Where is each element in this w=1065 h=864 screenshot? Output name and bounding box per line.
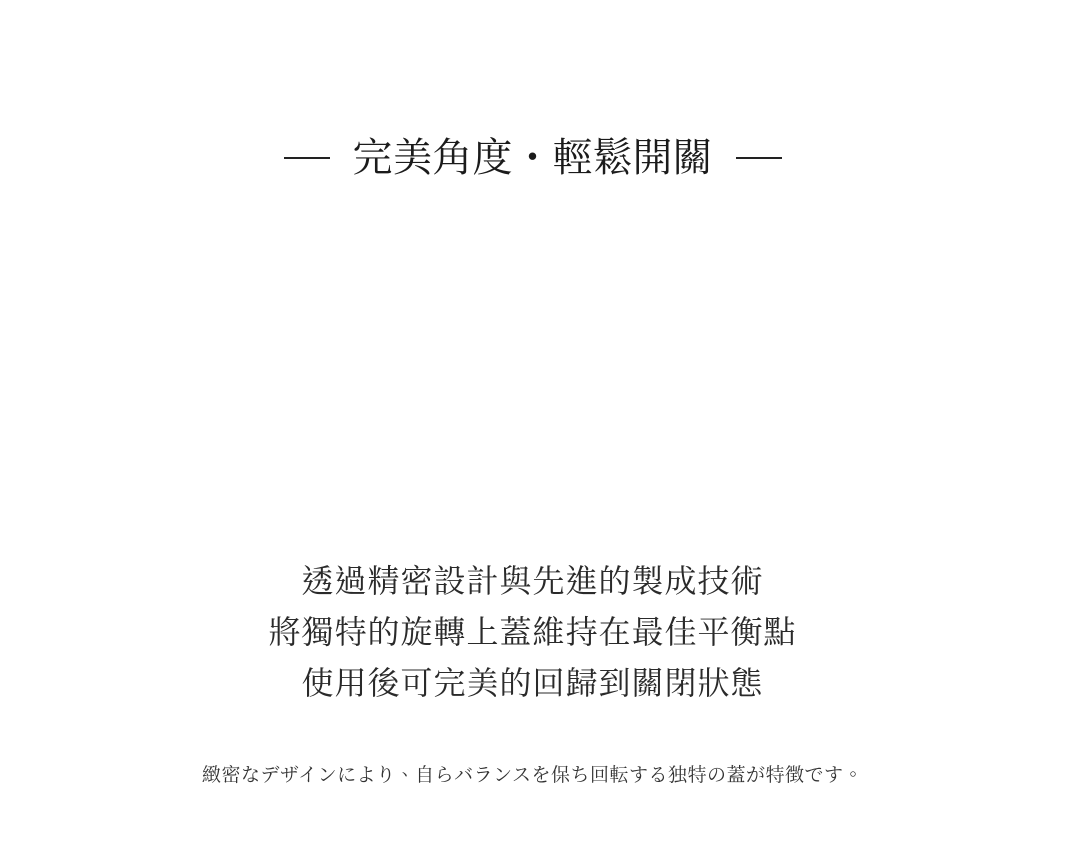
feature-description bbox=[0, 556, 1065, 709]
heading-rule-right bbox=[736, 157, 782, 159]
description-line-2: 將獨特的旋轉上蓋維持在最佳平衡點 bbox=[268, 614, 797, 650]
japanese-caption: 緻密なデザインにより、自らバランスを保ち回転する独特の蓋が特徴です。 bbox=[201, 765, 864, 786]
section-header bbox=[0, 136, 1065, 180]
section-title: 完美角度・輕鬆開關 bbox=[352, 136, 713, 180]
description-line-3: 使用後可完美的回歸到關閉狀態 bbox=[301, 665, 764, 701]
product-image-placeholder bbox=[200, 200, 865, 550]
heading-rule-left bbox=[284, 157, 330, 159]
description-line-1: 透過精密設計與先進的製成技術 bbox=[301, 563, 764, 599]
